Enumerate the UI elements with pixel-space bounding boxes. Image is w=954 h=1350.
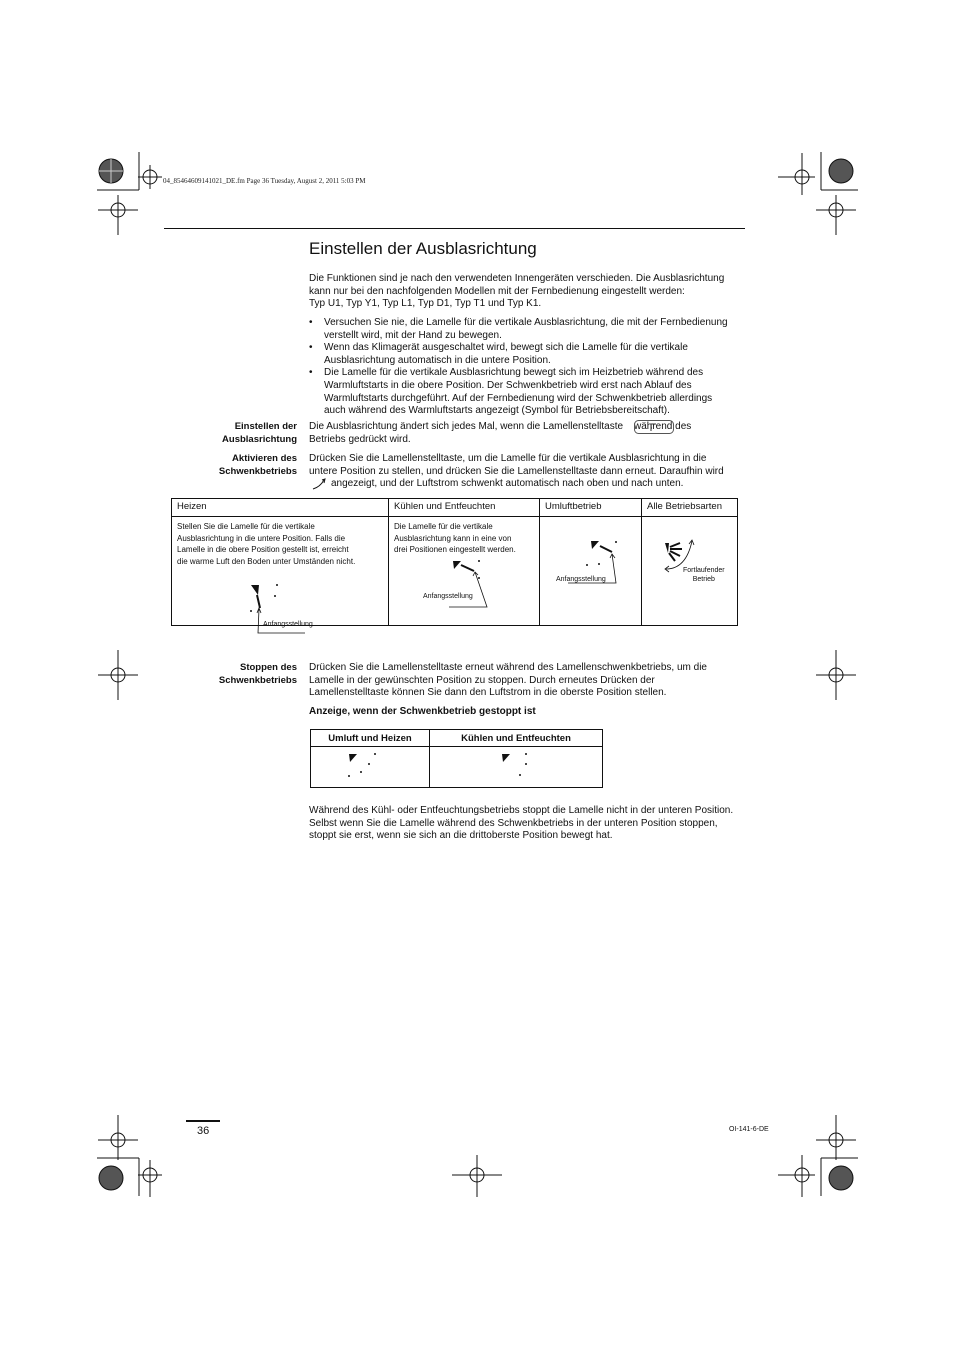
note-item: • Versuchen Sie nie, die Lamelle für die vertikale Ausblasrichtung, die mit der Fernbedienung verstellt wird, mit der Hand zu bewegen. [308,317,748,342]
stop-display-table [310,729,603,788]
intro-paragraph [309,273,749,311]
header-cooling-dry: Kühlen und Entfeuchten [389,499,540,517]
louver-heating-icon [242,581,312,641]
footer-rule [186,1120,220,1122]
closing-paragraph: Während des Kühl- oder Entfeuchtungsbetriebs stoppt die Lamelle nicht in der unteren Position. Selbst wenn Sie die Lamelle während des Schwenkbetriebs in der unteren Position stoppen, stoppt sie erst, wenn sie sich an die drittoberste Position bewegt hat. [309,805,734,842]
continuous-operation-label: Fortlaufender Betrieb [683,567,725,583]
section-text-stop: Drücken Sie die Lamellenstelltaste erneut während des Lamellenschwenkbetriebs, um die Lamelle in der gewünschten Position zu stoppen. Durch erneutes Drücken der Lamellenstelltaste können Sie dann den Luftstrom in die oberste Position stellen. [309,662,707,699]
file-slug: 04_85464609141021_DE.fm Page 36 Tuesday, August 2, 2011 5:03 PM [163,177,366,185]
registration-target-icon [829,1166,853,1190]
louver-cooling-icon [449,557,529,612]
notes-list [308,317,748,418]
section-text-activate: Drücken Sie die Lamellenstelltaste, um die Lamelle für die vertikale Ausblasrichtung in die untere Position zu stellen, und drücken Sie die Lamellenstelltaste dann erneut. Daraufhin wird angezeigt, und der Luftstrom schwenkt automatisch nach oben und nach unten. [309,453,724,490]
header-cool-dry: Kühlen und Entfeuchten [430,730,603,747]
cooling-instructions: Die Lamelle für die vertikale Ausblasrichtung kann in eine von drei Positionen eingestellt werden. [394,522,516,554]
cell-cooling [389,517,540,626]
registration-target-icon [829,159,853,183]
header-fan-heat: Umluft und Heizen [311,730,430,747]
cell-heating [172,517,389,626]
stop-display-subheading: Anzeige, wenn der Schwenkbetrieb gestoppt ist [309,706,536,717]
header-all-modes: Alle Betriebsarten [642,499,738,517]
louver-button-icon [634,420,674,434]
louver-stopped-icon [345,750,385,785]
page-title: Einstellen der Ausblasrichtung [309,239,537,258]
intro-line: kann nur bei den nachfolgenden Modellen mit der Fernbedienung eingestellt werden: [309,285,685,297]
cell-all-modes [642,517,738,626]
swing-symbol-icon [311,477,327,491]
cell-fan [540,517,642,626]
note-item: • Die Lamelle für die vertikale Ausblasrichtung bewegt sich im Heizbetrieb während des Warmluftstarts in die obere Position. Der Schwenkbetrieb wird erst nach Ablauf des Warmluftstarts durchgeführt. Auf der Fernbedienung wird der Schwenkbetrieb allerdings auch während des Warmluftstarts angezeigt (Symbol für Betriebsbereitschaft). [308,367,748,417]
document-code: OI-141-6-DE [729,1126,769,1133]
header-heating: Heizen [172,499,389,517]
registration-target-icon [99,1166,123,1190]
section-heading-activate: Aktivieren des Schwenkbetriebs [218,453,297,477]
start-position-label: Anfangsstellung [423,593,473,600]
page-number: 36 [197,1125,210,1137]
intro-line: Typ U1, Typ Y1, Typ L1, Typ D1, Typ T1 und Typ K1. [309,298,542,310]
cell-fan-heat [311,747,430,788]
section-heading-stop: Stoppen des Schwenkbetriebs [218,662,297,686]
heating-instructions: Stellen Sie die Lamelle für die vertikale Ausblasrichtung in die untere Position. Falls die Lamelle in die obere Position gestellt ist, erreicht die warme Luft den Boden unter Umständen nicht. [177,522,356,566]
header-fan: Umluftbetrieb [540,499,642,517]
intro-line: Die Funktionen sind je nach den verwendeten Innengeräten verschieden. Die Ausblasrichtung [309,273,725,284]
cell-cool-dry [430,747,603,788]
start-position-label: Anfangsstellung [556,576,606,583]
section-text-set: Die Ausblasrichtung ändert sich jedes Mal, wenn die Lamellenstelltaste während des Betriebs gedrückt wird. [309,421,692,445]
louver-stopped-icon [500,750,540,785]
section-heading-set: Einstellen der Ausblasrichtung [222,421,297,445]
note-item: • Wenn das Klimagerät ausgeschaltet wird, bewegt sich die Lamelle für die vertikale Ausblasrichtung automatisch in die untere Position. [308,342,748,367]
header-rule [164,228,745,229]
start-position-label: Anfangsstellung [263,621,313,628]
operation-modes-table [171,498,738,626]
